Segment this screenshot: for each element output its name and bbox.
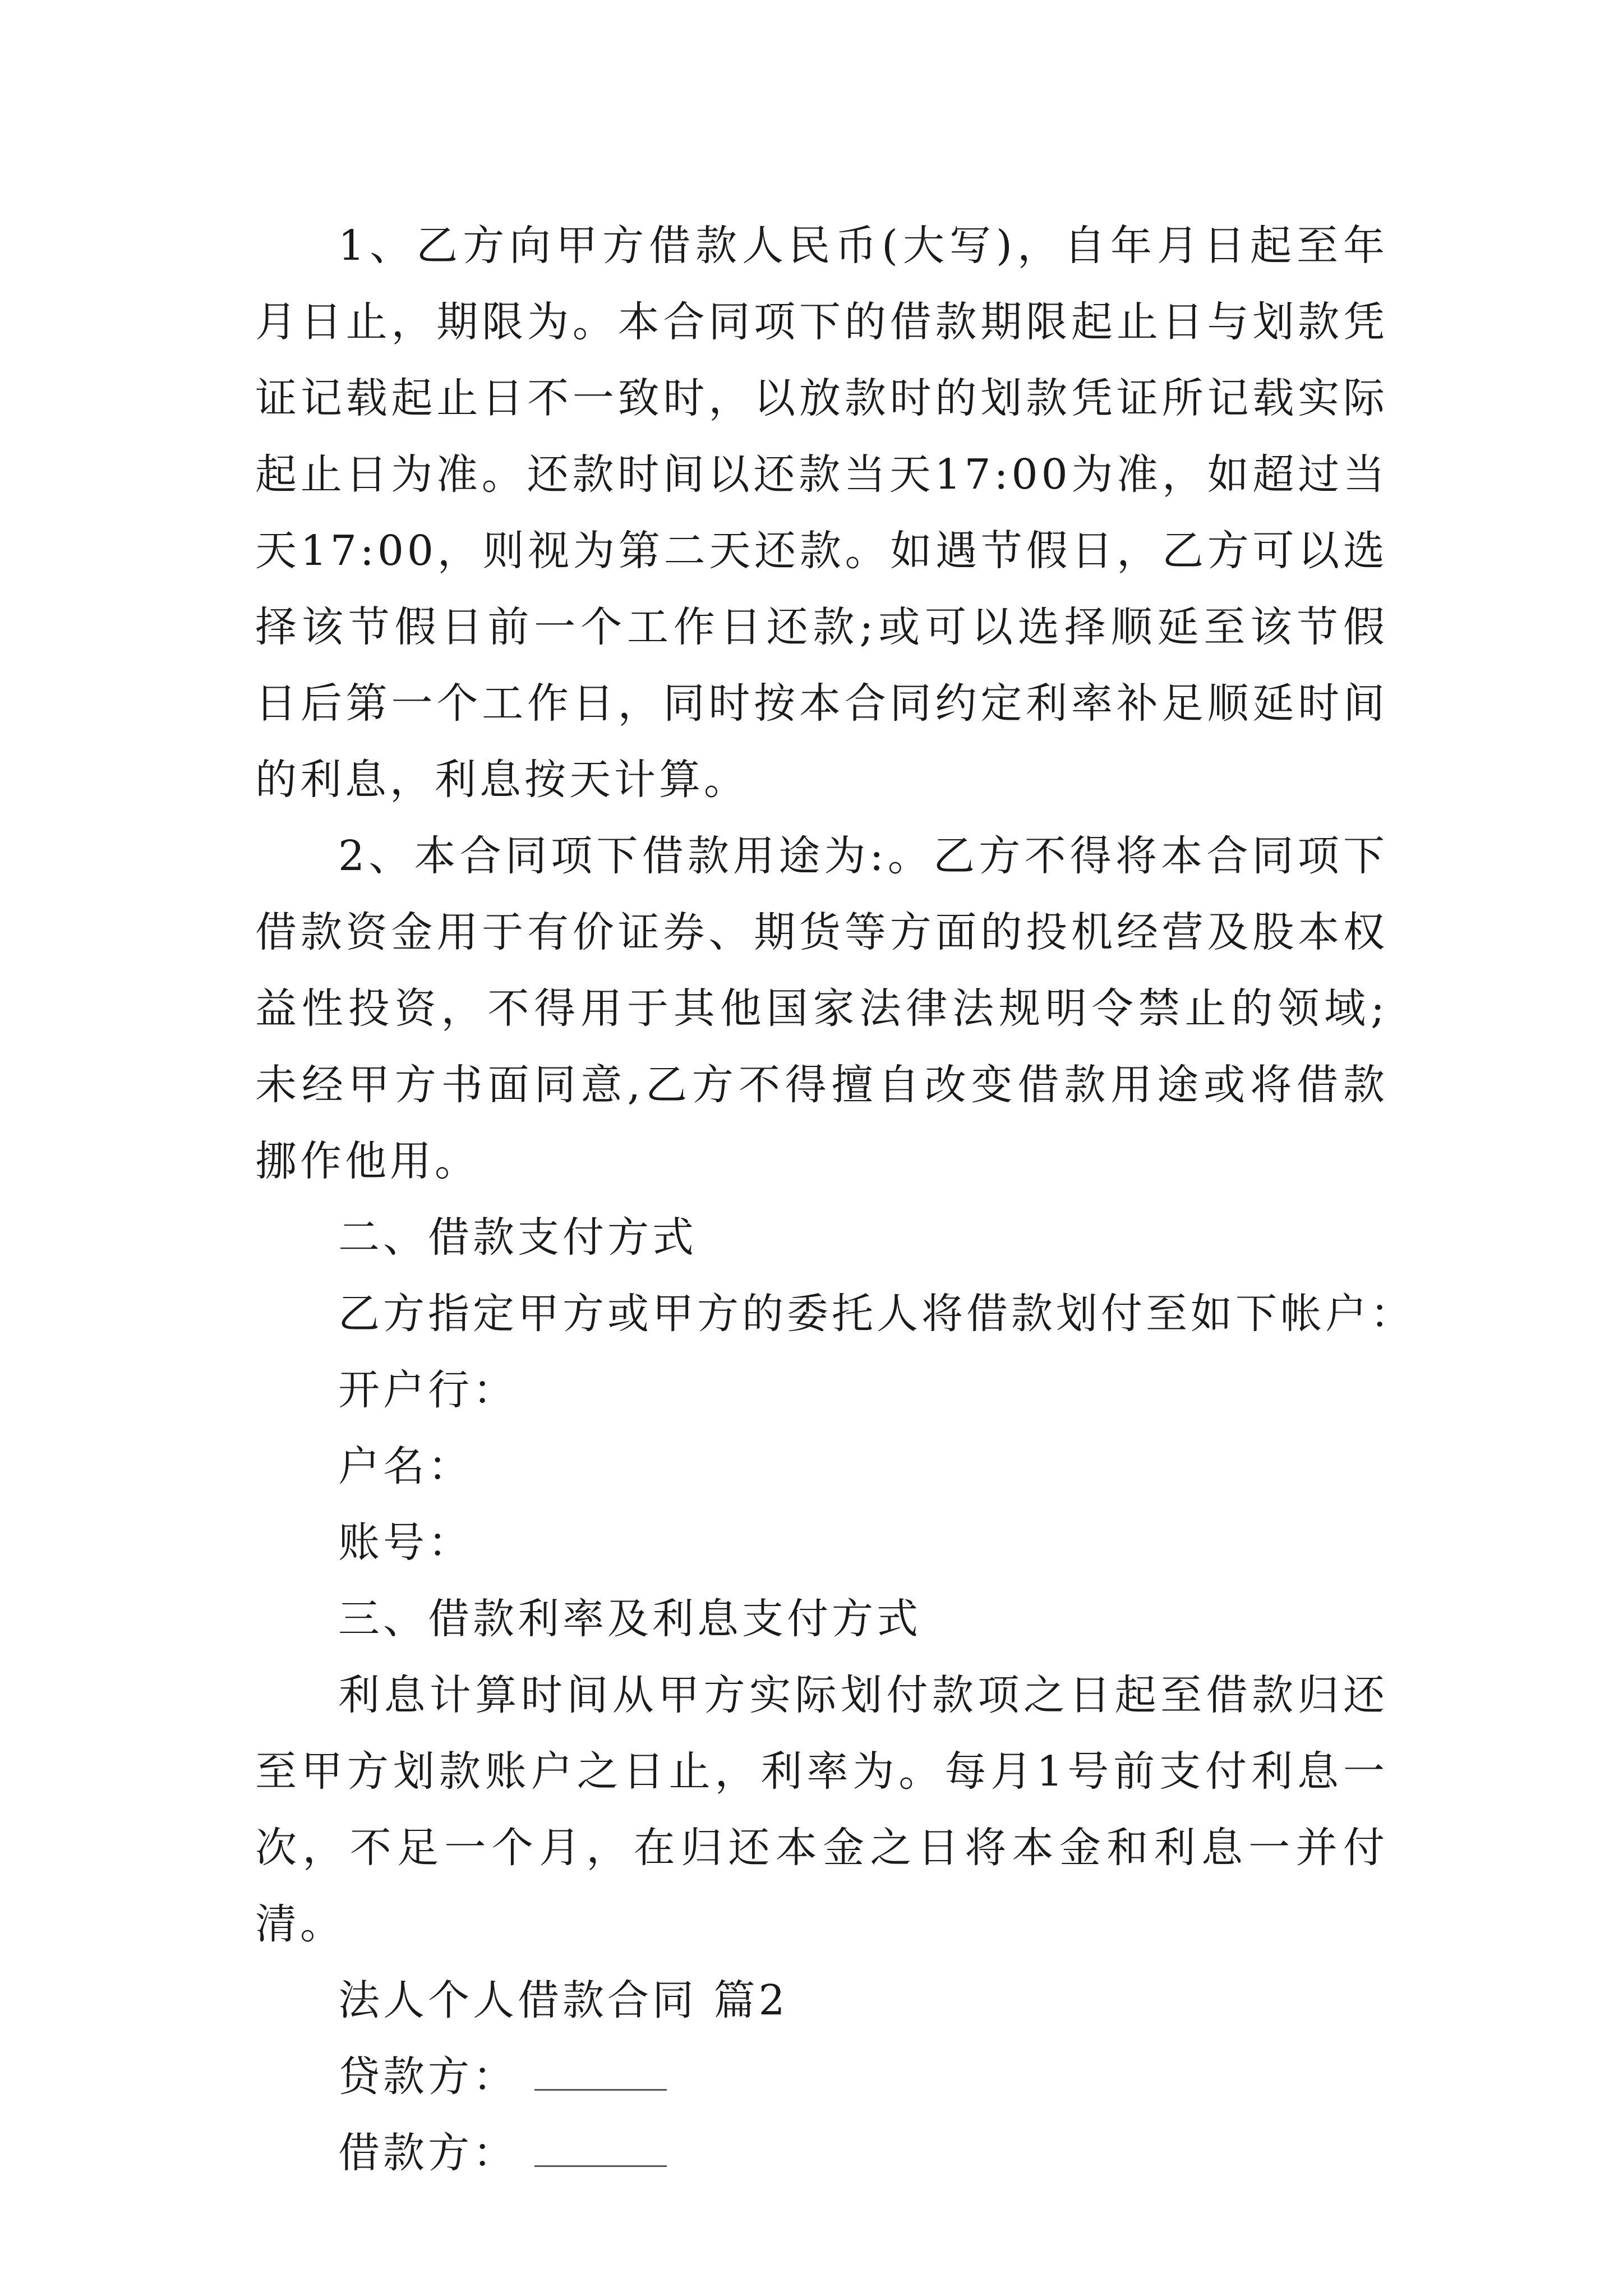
document-body — [255, 208, 1415, 2191]
clause-2-paragraph: 2、本合同项下借款用途为:。乙方不得将本合同项下借款资金用于有价证券、期货等方面的投机经营及股本权益性投资，不得用于其他国家法律法规明令禁止的领域;未经甲方书面同意,乙方不得擅自改变借款用途或将借款挪作他用。 — [255, 832, 1388, 1185]
section-heading-payment-method: 二、借款支付方式 — [338, 1213, 697, 1262]
borrower-label: 借款方： — [338, 2129, 518, 2177]
clause-1-paragraph: 1、乙方向甲方借款人民币(大写)，自年月日起至年月日止，期限为。本合同项下的借款期限起止日与划款凭证记载起止日不一致时，以放款时的划款凭证所记载实际起止日为准。还款时间以还款当天17:00为准，如超过当天17:00，则视为第二天还款。如遇节假日，乙方可以选择该节假日前一个工作日还款;或可以选择顺延至该节假日后第一个工作日，同时按本合同约定利率补足顺延时间的利息，利息按天计算。 — [255, 222, 1388, 804]
interest-paragraph: 利息计算时间从甲方实际划付款项之日起至借款归还至甲方划款账户之日止，利率为。每月1号前支付利息一次，不足一个月，在归还本金之日将本金和利息一并付清。 — [255, 1671, 1388, 1948]
borrower-line — [255, 2115, 1388, 2191]
account-name-label: 户名： — [338, 1442, 473, 1490]
contract-title-2: 法人个人借款合同 篇2 — [338, 1976, 789, 2024]
lender-line — [255, 2039, 1388, 2115]
borrower-blank-field — [534, 2163, 667, 2167]
lender-blank-field — [534, 2087, 667, 2091]
account-designation-paragraph: 乙方指定甲方或甲方的委托人将借款划付至如下帐户： — [338, 1290, 1415, 1338]
account-number-label: 账号： — [338, 1519, 473, 1567]
bank-label: 开户行： — [338, 1366, 518, 1414]
section-heading-interest: 三、借款利率及利息支付方式 — [338, 1595, 921, 1643]
lender-label: 贷款方： — [338, 2053, 518, 2101]
